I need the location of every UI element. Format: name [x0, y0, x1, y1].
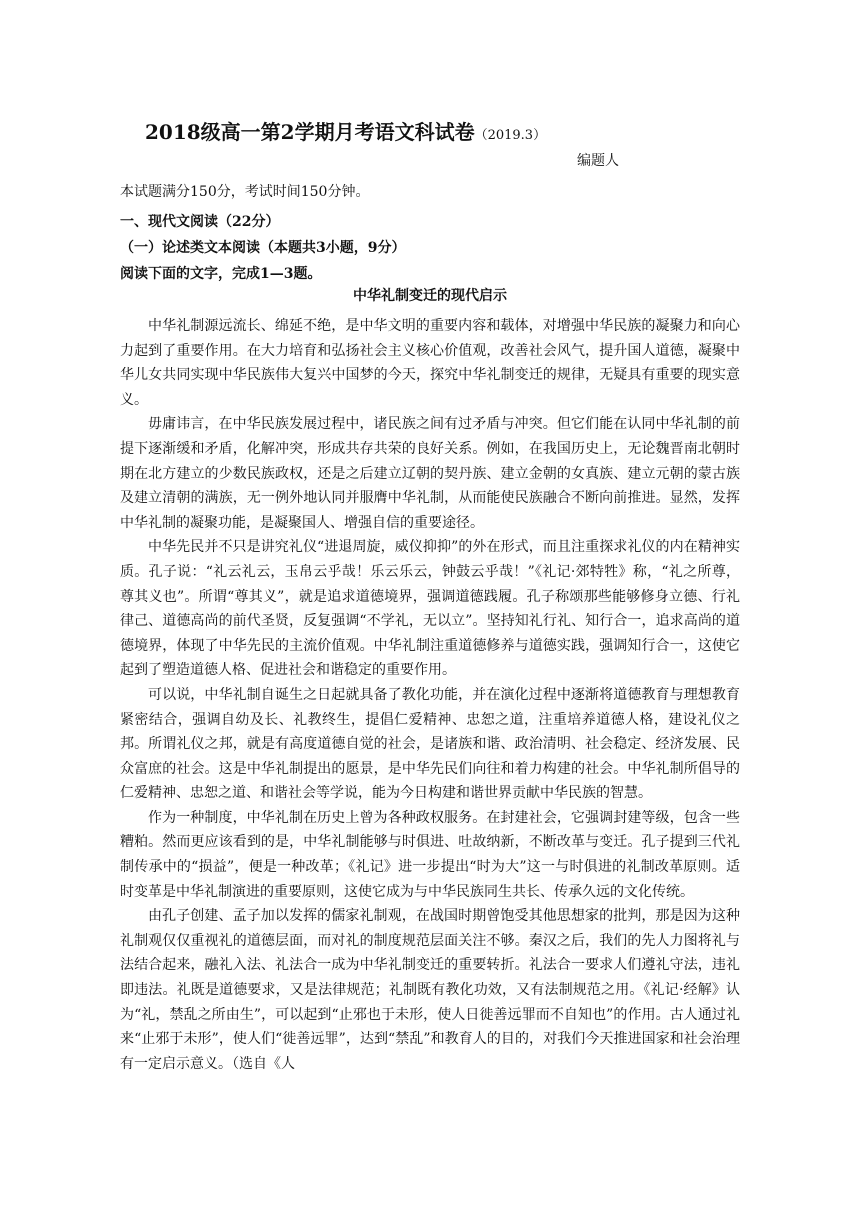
article-paragraph: 中华先民并不只是讲究礼仪“进退周旋，威仪抑抑”的外在形式，而且注重探求礼仪的内在精神实质。孔子说：“礼云礼云，玉帛云乎哉！乐云乐云，钟鼓云乎哉！”《礼记·郊特牲》称，“礼之所尊，尊其义也”。所谓“尊其义”，就是追求道德境界，强调道德践履。孔子称颂那些能够修身立德、行礼律己、道德高尚的前代圣贤，反复强调“不学礼，无以立”。坚持知礼行礼、知行合一，追求高尚的道德境界，体现了中华先民的主流价值观。中华礼制注重道德修养与道德实践，强调知行合一，这使它起到了塑造道德人格、促进社会和谐稳定的重要作用。 [120, 539, 740, 679]
exam-instructions [120, 179, 740, 287]
editor-label: 编题人 [577, 153, 619, 169]
article-paragraph: 可以说，中华礼制自诞生之日起就具备了教化功能，并在演化过程中逐渐将道德教育与理想教育紧密结合，强调自幼及长、礼教终生，提倡仁爱精神、忠恕之道，注重培养道德人格，建设礼仪之邦。所谓礼仪之邦，就是有高度道德自觉的社会，是诸族和谐、政治清明、社会稳定、经济发展、民众富庶的社会。这是中华礼制提出的愿景，是中华先民们向往和着力构建的社会。中华礼制所倡导的仁爱精神、忠恕之道、和谐社会等学说，能为今日构建和谐世界贡献中华民族的智慧。 [120, 686, 740, 802]
section-heading: 一、现代文阅读（22分） [120, 214, 280, 230]
exam-date: （2019.3） [474, 128, 547, 143]
article-paragraph: 毋庸讳言，在中华民族发展过程中，诸民族之间有过矛盾与冲突。但它们能在认同中华礼制的前提下逐渐缓和矛盾，化解冲突，形成共存共荣的良好关系。例如，在我国历史上，无论魏晋南北朝时期在北方建立的少数民族政权，还是之后建立辽朝的契丹族、建立金朝的女真族、建立元朝的蒙古族及建立清朝的满族，无一例外地认同并服膺中华礼制，从而能使民族融合不断向前推进。显然，发挥中华礼制的凝聚功能，是凝聚国人、增强自信的重要途径。 [120, 416, 740, 531]
article-paragraph: 作为一种制度，中华礼制在历史上曾为各种政权服务。在封建社会，它强调封建等级，包含一些糟粕。然而更应该看到的是，中华礼制能够与时俱进、吐故纳新，不断改革与变迁。孔子提到三代礼制传承中的“损益”，便是一种改革；《礼记》进一步提出“时为大”这一与时俱进的礼制改革原则。适时变革是中华礼制演进的重要原则，这使它成为与中华民族同生共长、传承久远的文化传统。 [120, 809, 740, 900]
reading-instruction: 阅读下面的文字，完成1—3题。 [120, 266, 322, 282]
article-title: 中华礼制变迁的现代启示 [353, 288, 507, 304]
exam-title-text: 2018级高一第2学期月考语文科试卷 [145, 120, 475, 144]
article-paragraph: 中华礼制源远流长、绵延不绝，是中华文明的重要内容和载体，对增强中华民族的凝聚力和向心力起到了重要作用。在大力培育和弘扬社会主义核心价值观，改善社会风气，提升国人道德，凝聚中华儿女共同实现中华民族伟大复兴中国梦的今天，探究中华礼制变迁的规律，无疑具有重要的现实意义。 [120, 318, 740, 408]
exam-title [145, 116, 546, 145]
exam-info: 本试题满分150分，考试时间150分钟。 [120, 184, 370, 200]
article-body [120, 314, 740, 1076]
section-subheading: （一）论述类文本阅读（本题共3小题，9分） [120, 240, 406, 256]
article-paragraph: 由孔子创建、孟子加以发挥的儒家礼制观，在战国时期曾饱受其他思想家的批判，那是因为这种礼制观仅仅重视礼的道德层面，而对礼的制度规范层面关注不够。秦汉之后，我们的先人力图将礼与法结合起来，融礼入法、礼法合一成为中华礼制变迁的重要转折。礼法合一要求人们遵礼守法，违礼即违法。礼既是道德要求，又是法律规范；礼制既有教化功效，又有法制规范之用。《礼记·经解》认为“礼，禁乱之所由生”，可以起到“止邪也于未形，使人日徙善远罪而不自知也”的作用。古人通过礼来“止邪于未形”，使人们“徙善远罪”，达到“禁乱”和教育人的目的，对我们今天推进国家和社会治理有一定启示意义。（选自《人 [120, 908, 740, 1072]
